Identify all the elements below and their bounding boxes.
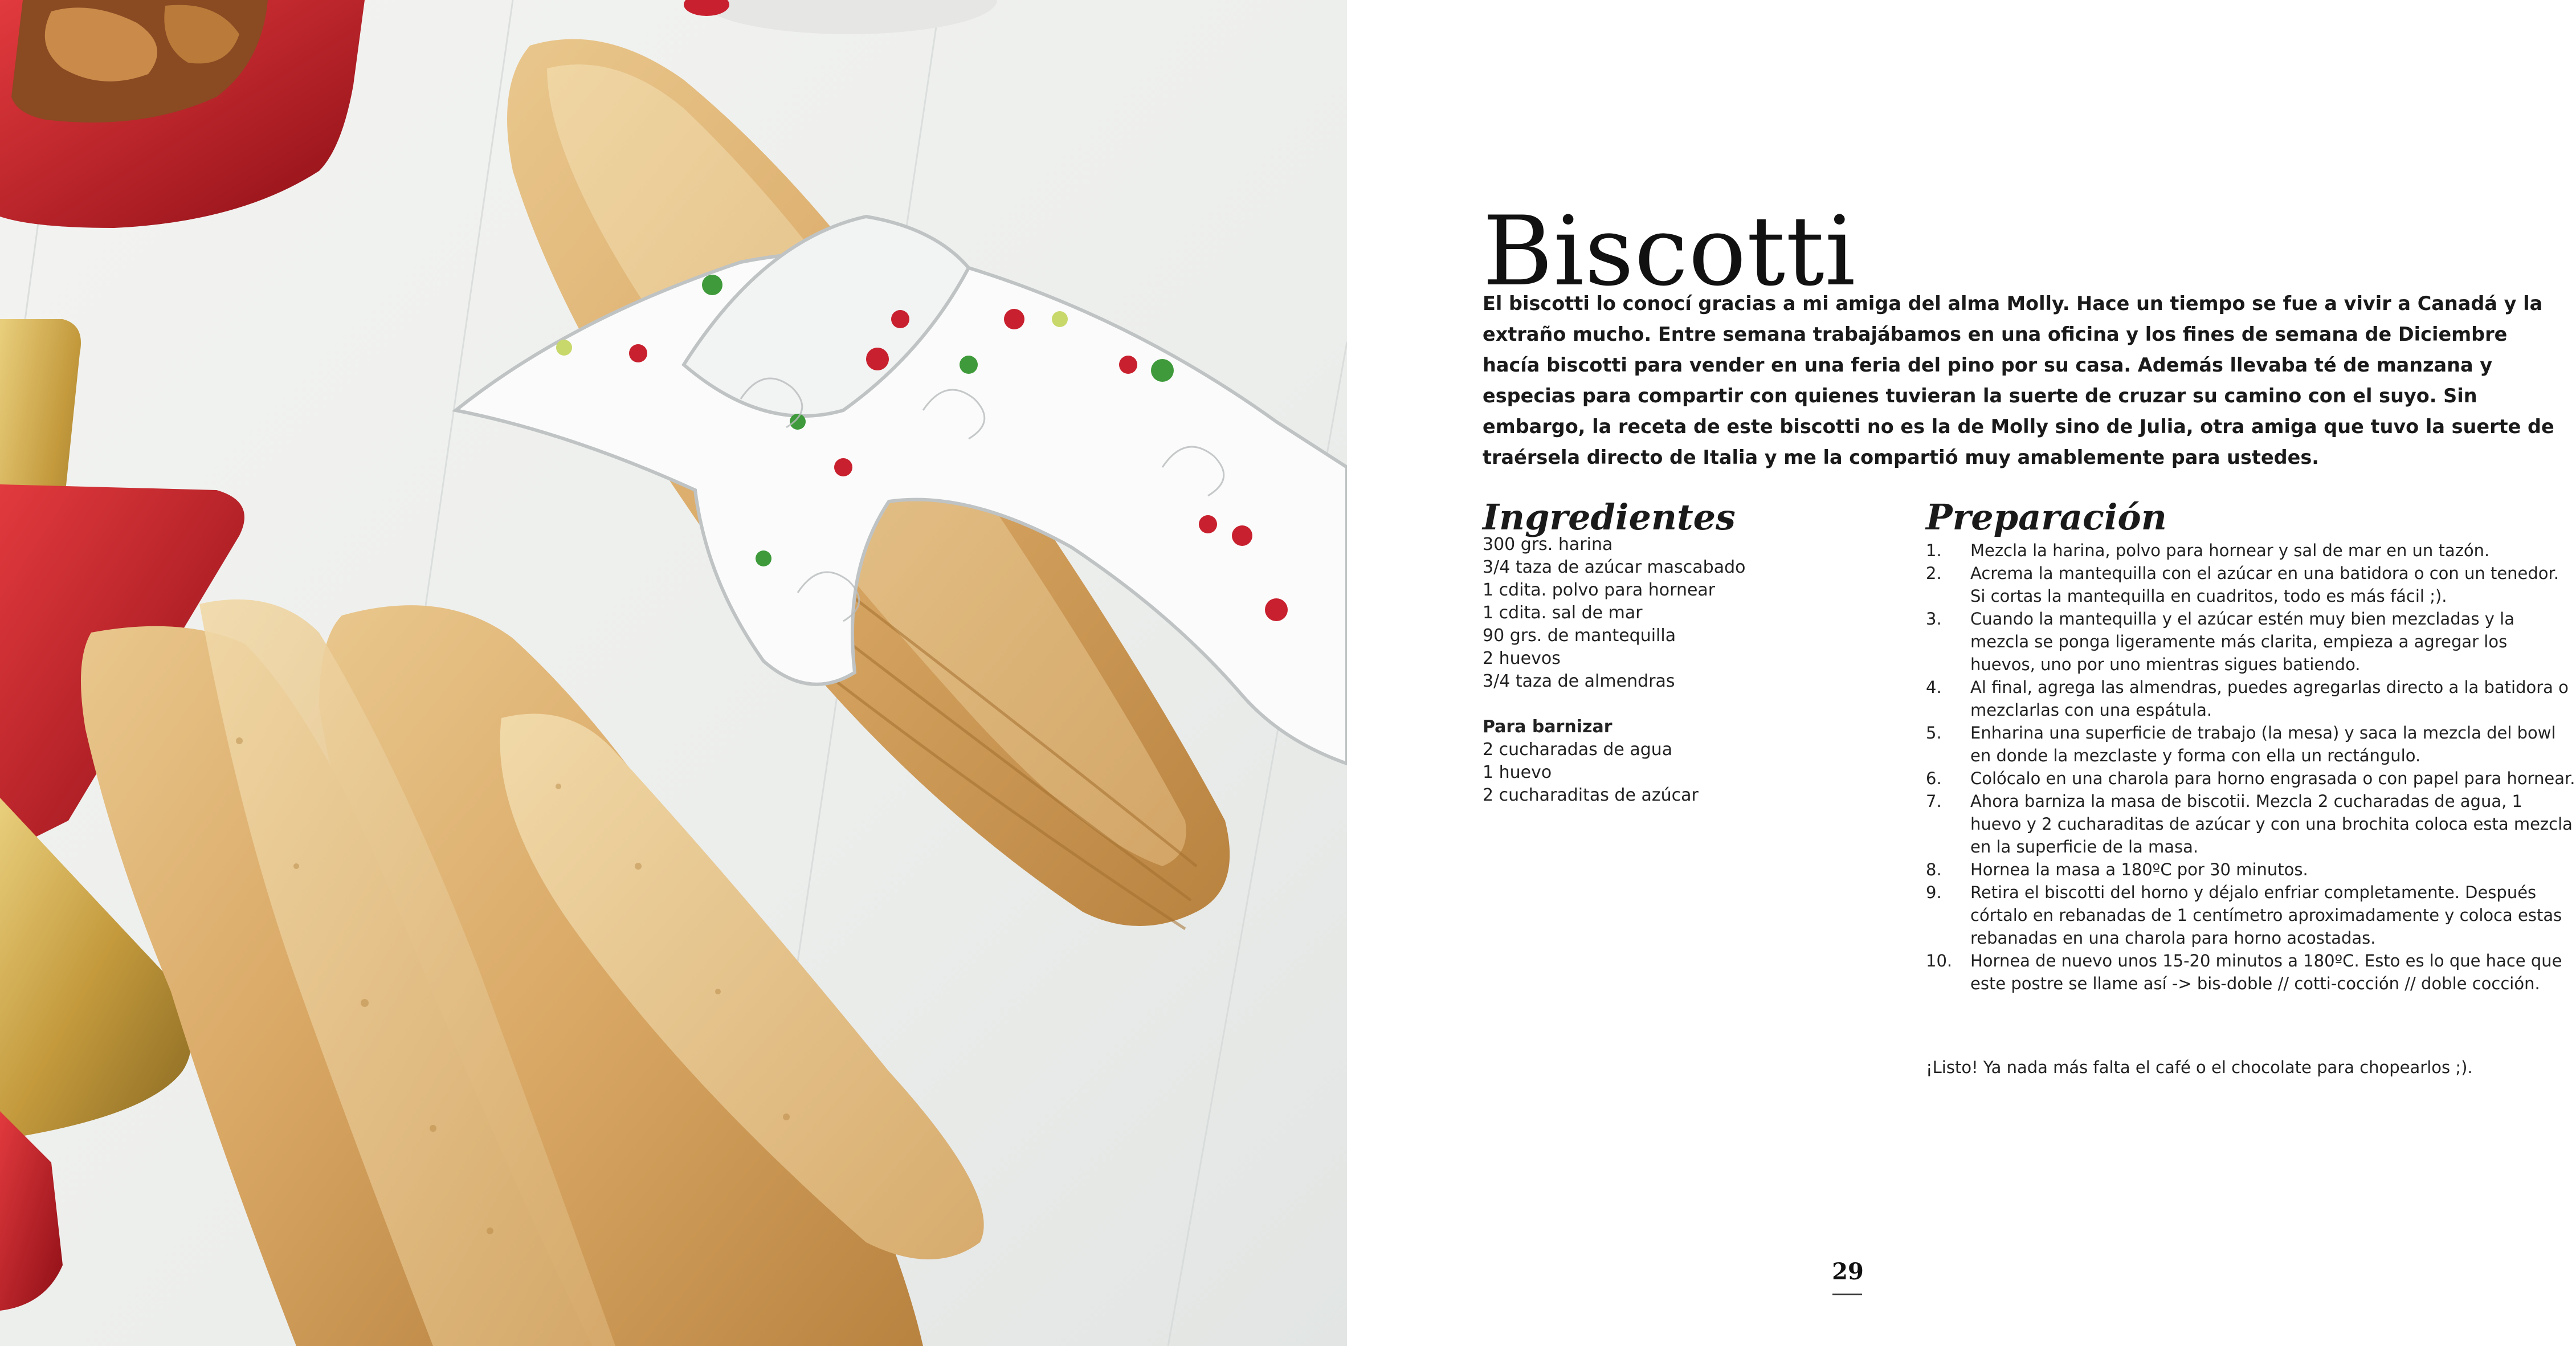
- glaze-subheading: Para barnizar: [1483, 717, 1612, 737]
- step-number: 8.: [1926, 860, 1942, 879]
- step-item: [1926, 562, 2575, 607]
- preparation-steps: [1926, 539, 2575, 995]
- page-number: 29: [1832, 1258, 1864, 1285]
- step-item: [1926, 790, 2575, 858]
- step-item: [1926, 858, 2575, 881]
- step-text: Al final, agrega las almendras, puedes agregarlas directo a la batidora o mezclarlas con una espátula.: [1970, 678, 2569, 720]
- recipe-intro: El biscotti lo conocí gracias a mi amiga del alma Molly. Hace un tiempo se fue a vivir a Canadá y la extraño mucho. Entre semana trabajábamos en una oficina y los fines de semana de Diciembre hacía biscotti para vender en una feria del pino por su casa. Además llevaba té de manzana y especias para compartir con quienes tuvieran la suerte de cruzar su camino con el suyo. Sin embargo, la receta de este biscotti no es la de Molly sino de Julia, otra amiga que tuvo la suerte de traérsela directo de Italia y me la compartió muy amablemente para ustedes.: [1483, 292, 2554, 468]
- step-text: Acrema la mantequilla con el azúcar en una batidora o con un tenedor. Si cortas la mantequilla en cuadritos, todo es más fácil ;).: [1970, 564, 2559, 606]
- step-text: Ahora barniza la masa de biscotii. Mezcla 2 cucharadas de agua, 1 huevo y 2 cucharaditas de azúcar y con una brochita coloca esta mezcla en la superficie de la masa.: [1970, 792, 2573, 856]
- step-number: 10.: [1926, 951, 1953, 970]
- step-item: [1926, 949, 2575, 995]
- step-item: [1926, 607, 2575, 676]
- ingredient-item: 300 grs. harina: [1483, 535, 1613, 554]
- step-item: [1926, 881, 2575, 949]
- step-text: Mezcla la harina, polvo para hornear y sal de mar en un tazón.: [1970, 541, 2490, 560]
- recipe-title: Biscotti: [1483, 195, 1856, 307]
- step-text: Cuando la mantequilla y el azúcar estén muy bien mezcladas y la mezcla se ponga ligeramente más clarita, empieza a agregar los huevos, uno por uno mientras sigues batiendo.: [1970, 609, 2514, 674]
- closing-note: ¡Listo! Ya nada más falta el café o el chocolate para chopearlos ;).: [1926, 1058, 2473, 1077]
- page-number-underline: [1832, 1294, 1862, 1295]
- step-item: [1926, 539, 2575, 562]
- step-item: [1926, 767, 2575, 790]
- step-item: [1926, 721, 2575, 767]
- step-number: 1.: [1926, 541, 1942, 560]
- step-number: 2.: [1926, 564, 1942, 583]
- step-text: Enharina una superficie de trabajo (la mesa) y saca la mezcla del bowl en donde la mezclaste y forma con ella un rectángulo.: [1970, 723, 2556, 765]
- step-text: Colócalo en una charola para horno engrasada o con papel para hornear.: [1970, 769, 2575, 788]
- step-number: 9.: [1926, 883, 1942, 902]
- ingredient-item: 90 grs. de mantequilla: [1483, 626, 1676, 646]
- step-number: 5.: [1926, 723, 1942, 743]
- ingredient-item: 1 cdita. sal de mar: [1483, 603, 1643, 623]
- glaze-item: 2 cucharadas de agua: [1483, 740, 1673, 760]
- step-number: 6.: [1926, 769, 1942, 788]
- glaze-item: 1 huevo: [1483, 762, 1552, 782]
- step-number: 7.: [1926, 792, 1942, 811]
- ingredient-item: 3/4 taza de azúcar mascabado: [1483, 557, 1746, 577]
- ingredient-item: 2 huevos: [1483, 648, 1561, 668]
- ingredients-list: [1483, 533, 1893, 807]
- recipe-page: [1347, 0, 2576, 1346]
- glaze-item: 2 cucharaditas de azúcar: [1483, 785, 1699, 805]
- step-item: [1926, 676, 2575, 721]
- step-text: Hornea de nuevo unos 15-20 minutos a 180ºC. Esto es lo que hace que este postre se llame así -> bis-doble // cotti-cocción // doble cocción.: [1970, 951, 2562, 993]
- step-number: 3.: [1926, 609, 1942, 629]
- step-text: Retira el biscotti del horno y déjalo enfriar completamente. Después córtalo en rebanadas de 1 centímetro aproximadamente y coloca estas rebanadas en una charola para horno acostadas.: [1970, 883, 2562, 948]
- step-number: 4.: [1926, 678, 1942, 697]
- ingredient-item: 3/4 taza de almendras: [1483, 671, 1675, 691]
- ingredients-heading: Ingredientes: [1483, 496, 1736, 539]
- preparation-heading: Preparación: [1926, 496, 2167, 539]
- step-text: Hornea la masa a 180ºC por 30 minutos.: [1970, 860, 2308, 879]
- ingredient-item: 1 cdita. polvo para hornear: [1483, 580, 1716, 600]
